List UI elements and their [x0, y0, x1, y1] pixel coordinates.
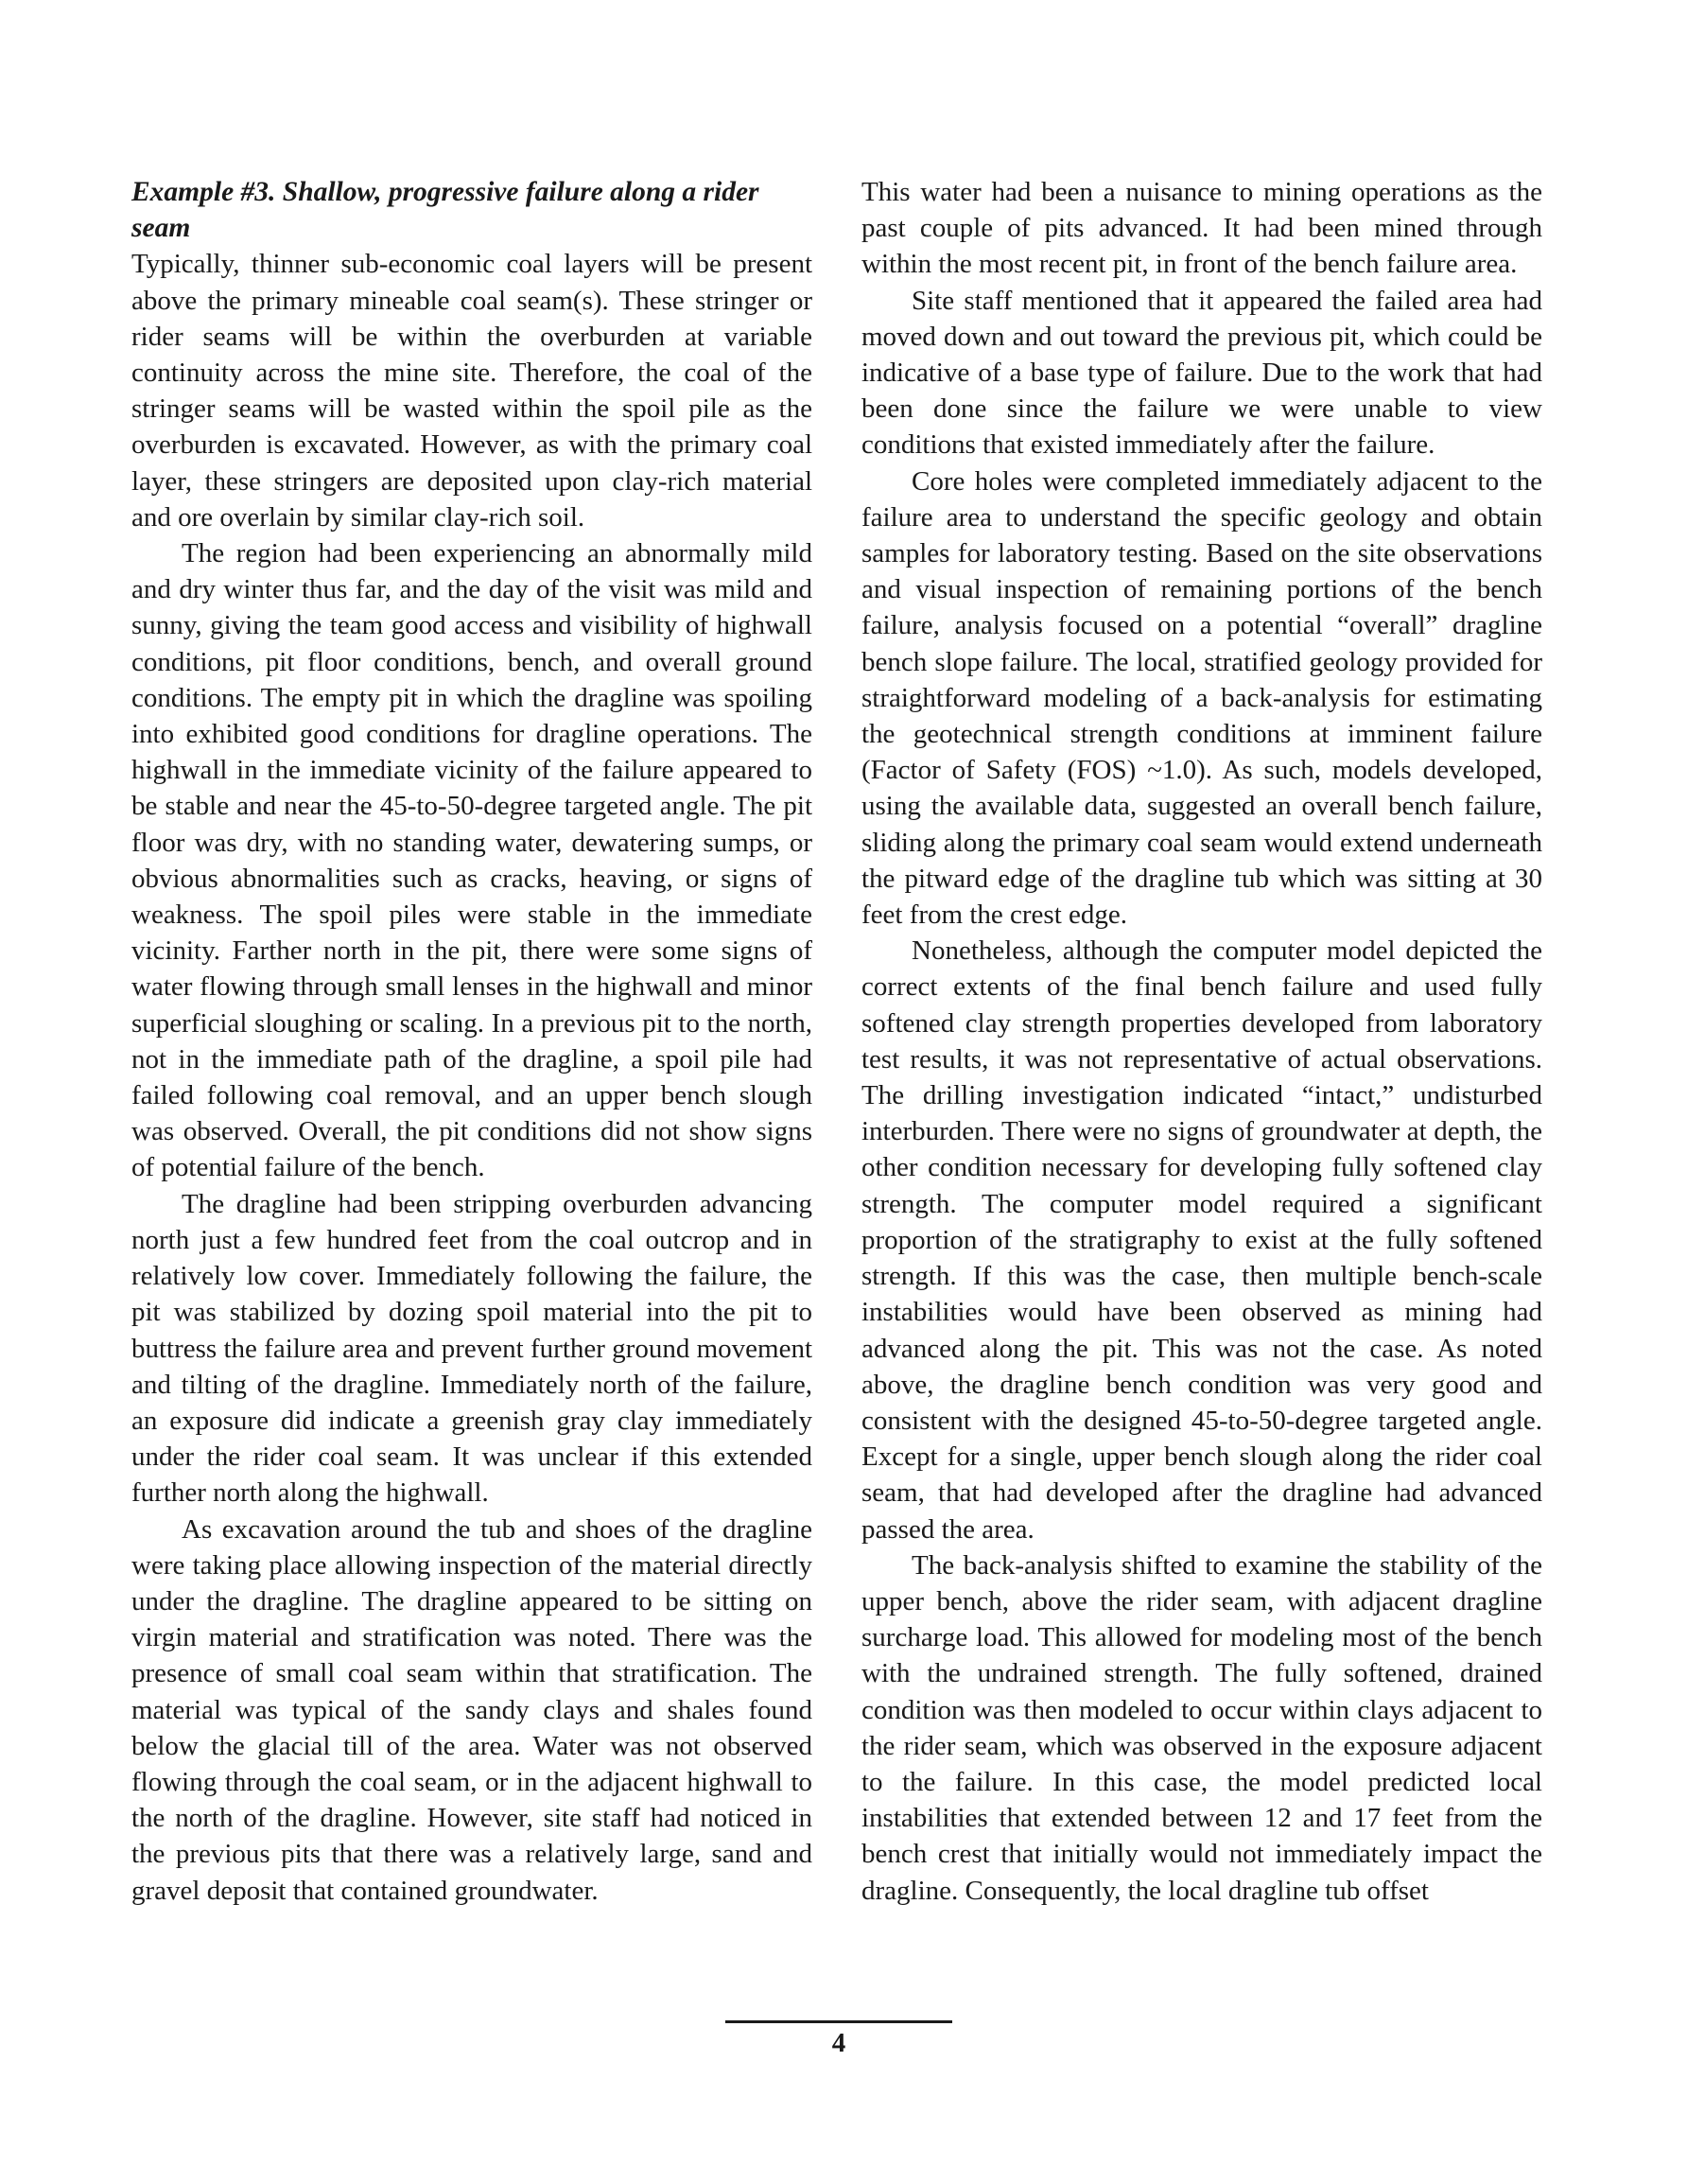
right-column [861, 174, 1542, 1909]
body-paragraph: Core holes were completed immediately adjacent to the failure area to understand the specific geology and obtain samples for laboratory testing. Based on the site observations and visual inspection of remaining portions of the bench failure, analysis focused on a potential “overall” dragline bench slope failure. The local, stratified geology provided for straightforward modeling of a back-analysis for estimating the geotechnical strength conditions at imminent failure (Factor of Safety (FOS) ~1.0). As such, models developed, using the available data, suggested an overall bench failure, sliding along the primary coal seam would extend underneath the pitward edge of the dragline tub which was sitting at 30 feet from the crest edge. [861, 465, 1542, 931]
body-paragraph: This water had been a nuisance to mining operations as the past couple of pits advanced. It had been mined through within the most recent pit, in front of the bench failure area. [861, 177, 1542, 280]
body-paragraph: Nonetheless, although the computer model depicted the correct extents of the final bench failure and used fully softened clay strength properties developed from laboratory test results, it was not representative of actual observations. The drilling investigation indicated “intact,” undisturbed interburden. There were no signs of groundwater at depth, the other condition necessary for developing fully softened clay strength. The computer model required a significant proportion of the stratigraphy to exist at the fully softened strength. If this was the case, then multiple bench-scale instabilities would have been observed as mining had advanced along the pit. This was not the case. As noted above, the dragline bench condition was very good and consistent with the designed 45-to-50-degree targeted angle. Except for a single, upper bench slough along the rider coal seam, that had developed after the dragline had advanced passed the area. [861, 935, 1542, 1545]
body-paragraph: As excavation around the tub and shoes of the dragline were taking place allowing inspection of the material directly under the dragline. The dragline appeared to be sitting on virgin material and stratification was noted. There was the presence of small coal seam within that stratification. The material was typical of the sandy clays and shales found below the glacial till of the area. Water was not observed flowing through the coal seam, or in the adjacent highwall to the north of the dragline. However, site staff had noticed in the previous pits that there was a relatively large, sand and gravel deposit that contained groundwater. [131, 1513, 812, 1906]
body-paragraph: The dragline had been stripping overburden advancing north just a few hundred feet from the coal outcrop and in relatively low cover. Immediately following the failure, the pit was stabilized by dozing spoil material into the pit to buttress the failure area and prevent further ground movement and tilting of the dragline. Immediately north of the failure, an exposure did indicate a greenish gray clay immediately under the rider coal seam. It was unclear if this extended further north along the highwall. [131, 1188, 812, 1509]
footer-rule [725, 2020, 952, 2023]
section-heading: Example #3. Shallow, progressive failure along a rider seam [131, 177, 759, 244]
page-number: 4 [831, 2028, 846, 2058]
body-paragraph: The back-analysis shifted to examine the stability of the upper bench, above the rider seam, with adjacent dragline surcharge load. This allowed for modeling most of the bench with the undrained strength. The fully softened, drained condition was then modeled to occur within clays adjacent to the rider seam, which was observed in the exposure adjacent to the failure. In this case, the model predicted local instabilities that extended between 12 and 17 feet from the bench crest that initially would not immediately impact the dragline. Consequently, the local dragline tub offset [861, 1549, 1542, 1906]
body-paragraph: Typically, thinner sub-economic coal layers will be present above the primary mineable coal seam(s). These stringer or rider seams will be within the overburden at variable continuity across the mine site. Therefore, the coal of the stringer seams will be wasted within the spoil pile as the overburden is excavated. However, as with the primary coal layer, these stringers are deposited upon clay-rich material and ore overlain by similar clay-rich soil. [131, 249, 812, 533]
body-paragraph: The region had been experiencing an abnormally mild and dry winter thus far, and the day of the visit was mild and sunny, giving the team good access and visibility of highwall conditions, pit floor conditions, bench, and overall ground conditions. The empty pit in which the dragline was spoiling into exhibited good conditions for dragline operations. The highwall in the immediate vicinity of the failure appeared to be stable and near the 45-to-50-degree targeted angle. The pit floor was dry, with no standing water, dewatering sumps, or obvious abnormalities such as cracks, heaving, or signs of weakness. The spoil piles were stable in the immediate vicinity. Farther north in the pit, there were some signs of water flowing through small lenses in the highwall and minor superficial sloughing or scaling. In a previous pit to the north, not in the immediate path of the dragline, a spoil pile had failed following coal removal, and an upper bench slough was observed. Overall, the pit conditions did not show signs of potential failure of the bench. [131, 538, 812, 1183]
body-paragraph: Site staff mentioned that it appeared the failed area had moved down and out toward the previous pit, which could be indicative of a base type of failure. Due to the work that had been done since the failure we were unable to view conditions that existed immediately after the failure. [861, 285, 1542, 461]
left-column [131, 174, 812, 1909]
